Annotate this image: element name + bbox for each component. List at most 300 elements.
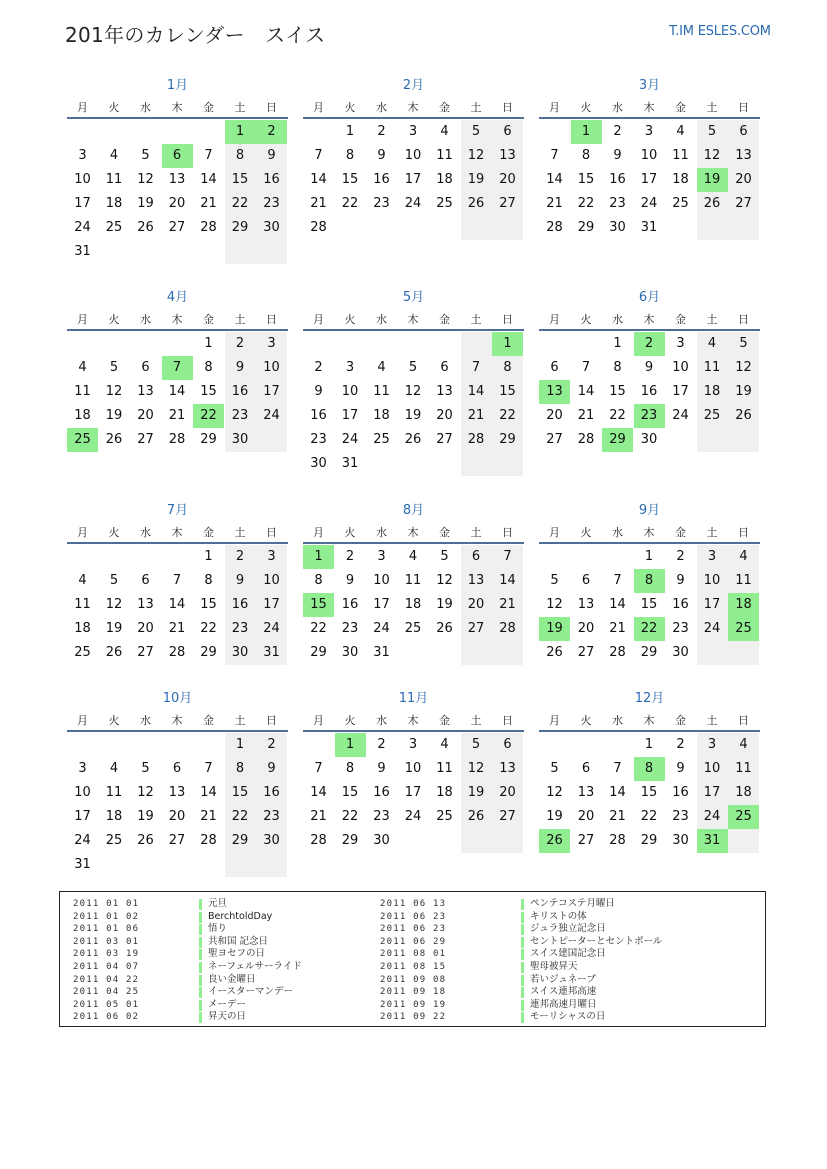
holiday-marker [521,1000,524,1011]
day-cell: 2 [225,545,256,569]
day-cell: 10 [74,785,91,800]
weekday-divider [67,730,288,732]
day-cell: 29 [310,645,327,660]
day-cell: 26 [728,404,759,428]
day-cell: 31 [640,220,658,235]
day-cell: 14 [310,172,327,187]
day-cell: 10 [697,757,728,781]
day-cell: 17 [640,172,658,187]
holiday-date: 2011 01 01 [73,899,140,909]
day-cell: 30 [256,829,287,853]
holiday-name: 若いジュネーブ [530,973,596,985]
day-cell: 27 [137,432,154,447]
day-cell: 8 [204,573,213,588]
day-cell: 27 [546,432,563,447]
weekday-header: 火 [344,101,356,114]
day-cell: 20 [492,781,523,805]
day-cell: 29 [200,432,217,447]
day-cell: 19 [461,781,492,805]
holiday-day-cell: 22 [634,617,665,641]
day-cell: 14 [461,380,492,404]
weekday-divider [539,117,760,119]
weekday-header: 木 [171,526,183,539]
day-cell: 3 [676,336,685,351]
day-cell: 13 [168,172,186,187]
weekday-header: 月 [549,526,560,539]
day-cell: 9 [314,384,323,399]
holiday-day-cell: 1 [571,120,602,144]
day-cell: 17 [74,809,91,824]
day-cell: 29 [341,833,359,848]
day-cell: 28 [310,220,327,235]
day-cell: 10 [256,569,287,593]
holiday-day-cell: 29 [602,428,633,452]
day-cell: 17 [672,384,689,399]
day-cell: 25 [436,196,453,211]
day-cell: 13 [137,384,154,399]
day-cell: 6 [440,360,449,375]
day-cell: 8 [613,360,622,375]
weekday-header: 金 [675,714,686,727]
day-cell: 13 [577,597,595,612]
day-cell: 3 [78,761,87,776]
weekday-header: 日 [266,526,277,539]
holiday-marker [521,924,524,935]
weekday-header: 日 [502,526,513,539]
weekday-header: 火 [344,313,356,326]
weekday-divider [539,730,760,732]
holiday-date: 2011 03 01 [73,936,140,947]
day-cell: 5 [728,332,759,356]
day-cell: 2 [613,124,622,139]
day-cell: 10 [256,356,287,380]
day-cell: 7 [613,573,622,588]
weekday-header: 月 [313,714,324,727]
day-cell: 23 [341,621,359,636]
day-cell: 3 [697,545,728,569]
holiday-date: 2011 04 22 [73,974,140,985]
holiday-marker [521,937,524,948]
day-cell: 24 [74,833,91,848]
day-cell: 9 [644,360,654,375]
day-cell: 7 [492,545,523,569]
day-cell: 11 [74,597,91,612]
day-cell: 29 [640,833,658,848]
day-cell: 21 [492,593,523,617]
weekday-header: 月 [313,526,324,539]
weekday-header: 日 [502,313,513,326]
month-name: 6月 [638,290,661,305]
day-cell: 4 [109,148,119,163]
holiday-marker [521,899,524,910]
day-cell: 2 [377,737,386,752]
holiday-name: 聖ヨセフの日 [208,948,266,960]
day-cell: 10 [404,148,422,163]
day-cell: 6 [141,360,150,375]
day-cell: 18 [672,172,689,187]
day-cell: 29 [200,645,217,660]
day-cell: 4 [440,124,449,139]
day-cell: 24 [74,220,91,235]
day-cell: 14 [577,384,595,399]
day-cell: 26 [105,645,123,660]
weekday-divider [303,542,524,544]
month-name: 8月 [402,503,425,518]
weekday-header: 水 [140,101,151,114]
weekday-header: 金 [675,313,686,326]
day-cell: 5 [461,120,492,144]
empty-weekend-cell [225,853,256,877]
day-cell: 27 [577,645,595,660]
holiday-day-cell: 19 [539,617,570,641]
empty-weekend-cell [492,829,523,853]
day-cell: 11 [105,172,123,187]
holiday-day-cell: 31 [697,829,728,853]
weekday-header: 水 [376,526,387,539]
holiday-name: メーデー [208,998,247,1010]
holiday-day-cell: 1 [303,545,334,569]
day-cell: 4 [78,573,87,588]
weekday-header: 木 [407,101,419,114]
day-cell: 18 [373,408,390,423]
day-cell: 4 [676,124,685,139]
weekday-divider [303,730,524,732]
day-cell: 27 [492,192,523,216]
day-cell: 22 [640,809,658,824]
day-cell: 10 [341,384,359,399]
weekday-header: 水 [376,101,387,114]
day-cell: 15 [225,168,256,192]
day-cell: 28 [200,833,217,848]
weekday-header: 金 [439,101,450,114]
day-cell: 11 [728,757,759,781]
day-cell: 12 [546,785,563,800]
day-cell: 14 [310,785,327,800]
day-cell: 28 [310,833,327,848]
day-cell: 30 [373,833,390,848]
weekday-header: 木 [171,101,183,114]
day-cell: 20 [577,809,595,824]
empty-weekend-cell [728,428,759,452]
day-cell: 25 [74,645,91,660]
weekday-header: 日 [738,101,749,114]
day-cell: 8 [204,360,213,375]
day-cell: 6 [581,573,591,588]
weekday-header: 水 [140,313,151,326]
empty-weekend-cell [697,641,728,665]
day-cell: 14 [546,172,563,187]
holiday-marker [199,924,202,935]
day-cell: 18 [74,621,91,636]
day-cell: 16 [609,172,626,187]
day-cell: 20 [436,408,453,423]
day-cell: 1 [644,737,654,752]
day-cell: 27 [168,220,186,235]
month-name: 12月 [634,691,665,706]
day-cell: 28 [168,432,186,447]
weekday-header: 月 [549,101,560,114]
day-cell: 20 [492,168,523,192]
day-cell: 11 [373,384,390,399]
holiday-day-cell: 1 [335,733,366,757]
day-cell: 4 [440,737,449,752]
day-cell: 10 [373,573,390,588]
day-cell: 24 [404,809,422,824]
weekday-header: 火 [108,526,120,539]
weekday-divider [67,117,288,119]
holiday-name: イースターマンデー [208,986,294,998]
day-cell: 3 [377,549,386,564]
weekday-header: 月 [313,101,324,114]
day-cell: 17 [256,380,287,404]
day-cell: 7 [461,356,492,380]
day-cell: 22 [200,621,217,636]
weekday-header: 火 [580,101,592,114]
day-cell: 10 [640,148,658,163]
day-cell: 3 [256,545,287,569]
day-cell: 19 [461,168,492,192]
day-cell: 20 [577,621,595,636]
day-cell: 1 [225,733,256,757]
day-cell: 27 [168,833,186,848]
holiday-name: スイス連邦高速 [530,986,597,998]
day-cell: 26 [461,192,492,216]
day-cell: 14 [168,597,186,612]
weekday-header: 金 [203,313,214,326]
day-cell: 13 [577,785,595,800]
day-cell: 20 [728,168,759,192]
empty-weekend-cell [461,452,492,476]
holiday-name: 連邦高速月曜日 [530,998,597,1010]
day-cell: 19 [546,809,563,824]
holiday-date: 2011 06 13 [380,899,447,909]
day-cell: 24 [373,621,390,636]
day-cell: 9 [345,573,355,588]
weekday-header: 日 [738,313,749,326]
holiday-day-cell: 2 [256,120,287,144]
day-cell: 4 [109,761,119,776]
weekday-header: 土 [706,313,718,326]
day-cell: 15 [200,597,217,612]
day-cell: 26 [404,432,422,447]
holiday-marker [521,1012,524,1023]
day-cell: 23 [672,621,689,636]
weekday-header: 金 [439,526,450,539]
day-cell: 4 [728,733,759,757]
holiday-date: 2011 09 08 [380,974,447,985]
weekday-header: 土 [234,714,246,727]
empty-weekend-cell [492,216,523,240]
day-cell: 1 [613,336,622,351]
day-cell: 15 [609,384,626,399]
weekday-header: 金 [203,101,214,114]
day-cell: 28 [546,220,563,235]
empty-weekend-cell [461,216,492,240]
day-cell: 14 [609,785,626,800]
day-cell: 19 [404,408,422,423]
weekday-header: 木 [643,526,655,539]
day-cell: 2 [377,124,386,139]
weekday-header: 月 [549,313,560,326]
weekday-header: 木 [407,714,419,727]
weekday-divider [67,329,288,331]
day-cell: 27 [137,645,154,660]
day-cell: 14 [200,785,217,800]
day-cell: 20 [137,621,154,636]
day-cell: 27 [461,617,492,641]
day-cell: 25 [105,833,123,848]
holiday-day-cell: 1 [492,332,523,356]
day-cell: 15 [640,785,658,800]
day-cell: 14 [200,172,217,187]
day-cell: 29 [577,220,595,235]
month-name: 1月 [166,78,189,93]
empty-weekend-cell [492,641,523,665]
empty-weekend-cell [461,641,492,665]
day-cell: 1 [345,124,355,139]
day-cell: 1 [644,549,654,564]
month-name: 4月 [166,290,189,305]
day-cell: 12 [137,785,154,800]
day-cell: 27 [728,192,759,216]
month-name: 9月 [638,503,661,518]
month-name: 3月 [638,78,661,93]
day-cell: 12 [436,573,453,588]
weekday-header: 火 [108,714,120,727]
site-brand-link[interactable]: T.IM ESLES.COM [669,24,771,39]
empty-weekend-cell [697,216,728,240]
day-cell: 15 [341,172,359,187]
day-cell: 24 [341,432,359,447]
holiday-marker [199,937,202,948]
holiday-date: 2011 06 23 [380,911,447,922]
day-cell: 22 [225,192,256,216]
day-cell: 23 [609,196,626,211]
holiday-day-cell: 7 [162,356,193,380]
day-cell: 5 [550,761,559,776]
empty-weekend-cell [728,641,759,665]
day-cell: 21 [168,408,186,423]
weekday-header: 月 [77,313,88,326]
weekday-divider [303,117,524,119]
day-cell: 18 [436,785,453,800]
day-cell: 6 [141,573,150,588]
day-cell: 18 [74,408,91,423]
weekday-header: 木 [171,714,183,727]
weekday-header: 土 [706,526,718,539]
holiday-marker [521,949,524,960]
day-cell: 18 [436,172,453,187]
holiday-date: 2011 09 18 [380,987,447,998]
holiday-marker [199,975,202,986]
day-cell: 10 [672,360,689,375]
day-cell: 9 [256,757,287,781]
weekday-header: 金 [439,714,450,727]
day-cell: 8 [225,144,256,168]
weekday-header: 水 [140,714,151,727]
empty-weekend-cell [697,428,728,452]
day-cell: 1 [204,336,213,351]
day-cell: 6 [581,761,591,776]
day-cell: 5 [109,573,119,588]
day-cell: 17 [341,408,359,423]
weekday-header: 土 [470,101,482,114]
day-cell: 12 [546,597,563,612]
holiday-date: 2011 03 19 [73,949,140,960]
day-cell: 2 [345,549,355,564]
day-cell: 20 [168,809,186,824]
day-cell: 11 [697,356,728,380]
weekday-header: 金 [675,526,686,539]
holiday-date: 2011 06 29 [380,936,447,947]
weekday-header: 火 [580,313,592,326]
holiday-name: ネーフェルサーライド [208,961,302,972]
day-cell: 1 [204,549,213,564]
day-cell: 5 [550,573,559,588]
weekday-divider [539,329,760,331]
day-cell: 9 [225,569,256,593]
holiday-marker [199,1012,202,1023]
holiday-marker [199,899,202,910]
day-cell: 20 [137,408,154,423]
day-cell: 15 [640,597,658,612]
weekday-header: 土 [706,714,718,727]
day-cell: 28 [609,645,626,660]
empty-weekend-cell [461,829,492,853]
day-cell: 5 [408,360,418,375]
day-cell: 6 [550,360,559,375]
day-cell: 23 [310,432,327,447]
holiday-day-cell: 25 [728,805,759,829]
weekday-header: 火 [344,526,356,539]
holiday-list [59,891,766,1027]
holiday-date: 2011 06 02 [73,1012,140,1023]
day-cell: 26 [436,621,453,636]
day-cell: 24 [697,805,728,829]
holiday-day-cell: 15 [303,593,334,617]
day-cell: 9 [377,761,386,776]
day-cell: 24 [256,404,287,428]
weekday-header: 金 [439,313,450,326]
empty-weekend-cell [461,332,492,356]
day-cell: 21 [200,196,217,211]
holiday-day-cell: 18 [728,593,759,617]
weekday-header: 土 [234,101,246,114]
weekday-header: 月 [549,714,560,727]
day-cell: 12 [461,757,492,781]
day-cell: 3 [697,733,728,757]
day-cell: 6 [461,545,492,569]
weekday-header: 土 [470,526,482,539]
day-cell: 14 [609,597,626,612]
day-cell: 17 [373,597,390,612]
empty-weekend-cell [728,829,759,853]
weekday-header: 木 [407,313,419,326]
day-cell: 13 [168,785,186,800]
day-cell: 30 [225,641,256,665]
day-cell: 9 [377,148,386,163]
day-cell: 12 [404,384,422,399]
day-cell: 21 [609,621,626,636]
weekday-header: 木 [643,101,655,114]
day-cell: 16 [256,781,287,805]
holiday-marker [521,912,524,923]
day-cell: 28 [492,617,523,641]
day-cell: 23 [256,805,287,829]
day-cell: 22 [225,805,256,829]
day-cell: 6 [492,733,523,757]
day-cell: 17 [697,781,728,805]
